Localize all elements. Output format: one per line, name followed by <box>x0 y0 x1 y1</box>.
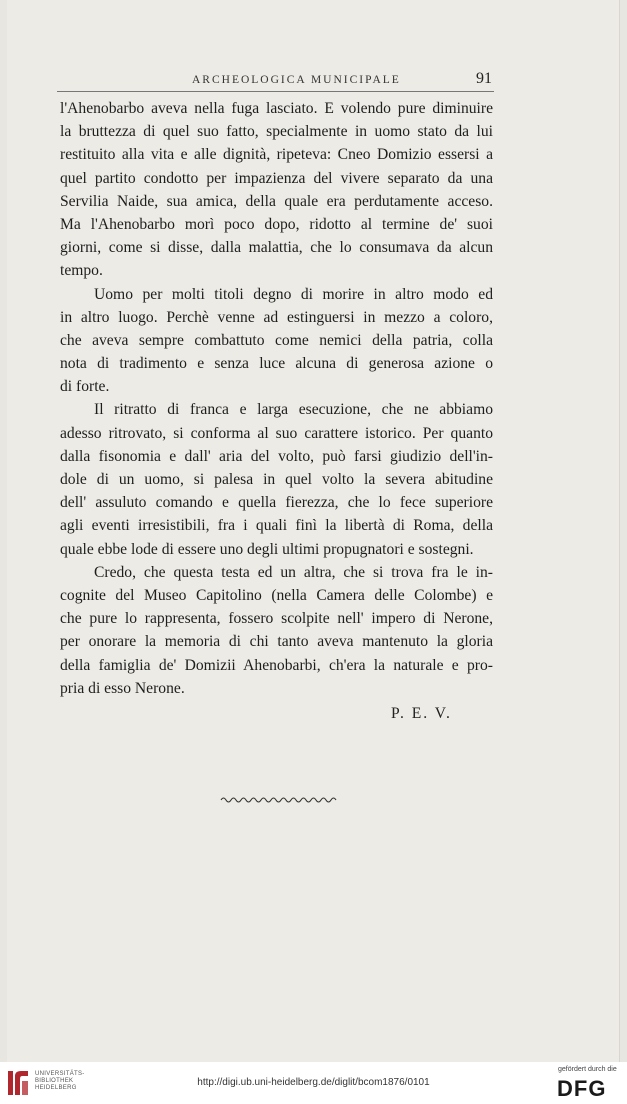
running-head-title: ARCHEOLOGICA MUNICIPALE <box>192 74 401 86</box>
paragraph <box>60 561 493 700</box>
wavy-ornament-divider <box>220 795 338 805</box>
text-line: giorni, come si disse, dalla malattia, che lo consumava da alcun <box>60 239 493 257</box>
author-signature: P. E. V. <box>391 705 452 722</box>
text-line: tempo. <box>60 262 103 280</box>
text-line: la bruttezza di quel suo fatto, specialmente in uomo stato da lui <box>60 123 493 141</box>
text-line: Uomo per molti titoli degno di morire in altro modo ed <box>94 285 493 303</box>
document-page <box>7 0 619 1062</box>
logo-line: UNIVERSITÄTS- <box>35 1071 85 1077</box>
text-line: Il ritratto di franca e larga esecuzione, che ne abbiamo <box>94 401 493 419</box>
text-line: agli eventi irresistibili, fra i quali finì la libertà di Roma, della <box>60 517 493 535</box>
text-line: quale ebbe lode di essere uno degli ultimi propugnatori e sostegni. <box>60 540 474 558</box>
footer-bar <box>0 1062 627 1104</box>
text-line: Servilia Naide, sua amica, della quale era perdutamente acceso. <box>60 192 493 210</box>
text-line: nota di tradimento e senza luce alcuna di generosa azione o <box>60 355 493 373</box>
text-line: dole di un uomo, si palesa in quel volto la severa abitudine <box>60 471 493 488</box>
text-line: della famiglia de' Domizii Ahenobarbi, ch'era la naturale e pro- <box>60 656 493 674</box>
text-line: che aveva sempre combattuto come nemici della patria, colla <box>60 331 493 349</box>
dfg-logo-icon <box>556 1077 618 1099</box>
text-line: adesso ritrovato, si conforma al suo carattere istorico. Per quanto <box>60 424 493 442</box>
permalink-url[interactable]: http://digi.ub.uni-heidelberg.de/diglit/bcom1876/0101 <box>197 1077 430 1088</box>
text-line: in altro luogo. Perchè venne ad estinguersi in mezzo a coloro, <box>60 308 493 326</box>
text-line: Ma l'Ahenobarbo morì poco dopo, ridotto al termine de' suoi <box>60 215 493 233</box>
text-line: pria di esso Nerone. <box>60 679 185 697</box>
text-line: dell' assuluto comando e quella fierezza, che lo fece superiore <box>60 494 493 512</box>
text-line: Credo, che questa testa ed un altra, che si trova fra le in- <box>94 563 493 581</box>
text-line: che pure lo rappresenta, fossero scolpite nell' impero di Nerone, <box>60 610 493 628</box>
text-line: per onorare la memoria di chi tanto aveva mantenuto la gloria <box>60 633 493 651</box>
text-line: l'Ahenobarbo aveva nella fuga lasciato. E volendo pure diminuire <box>60 100 493 117</box>
text-line: dalla fisonomia e dall' aria del volto, può farsi giudizio dell'in- <box>60 447 493 465</box>
dfg-caption: gefördert durch die <box>558 1066 617 1073</box>
paragraph <box>60 283 493 399</box>
running-head <box>57 70 494 92</box>
logo-line: BIBLIOTHEK <box>35 1078 74 1084</box>
logo-line: HEIDELBERG <box>35 1085 77 1091</box>
paragraph <box>60 97 493 283</box>
text-line: cognite del Museo Capitolino (nella Camera delle Colombe) e <box>60 586 493 604</box>
text-line: quel partito condotto per impazienza del vivere separato da una <box>60 169 493 187</box>
text-line: di forte. <box>60 378 110 396</box>
page-number: 91 <box>476 70 492 87</box>
paragraph <box>60 398 493 560</box>
dfg-logo-text: DFG <box>557 1077 607 1099</box>
text-line: restituito alla vita e alle dignità, ripeteva: Cneo Domizio essersi a <box>60 146 493 164</box>
body-text <box>60 97 493 700</box>
